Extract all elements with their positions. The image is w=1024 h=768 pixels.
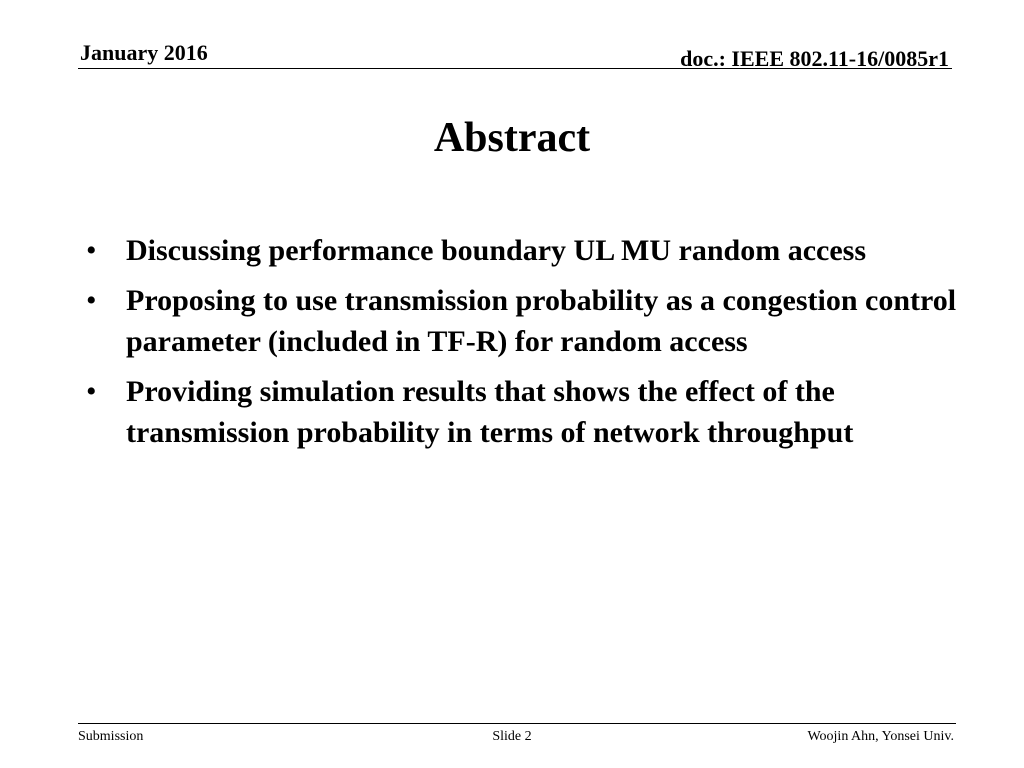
- bullet-dot-icon: •: [86, 375, 97, 408]
- slide-number: Slide 2: [492, 729, 532, 744]
- footer-divider: [78, 723, 956, 724]
- bullet-item: [78, 230, 958, 271]
- header-date: January 2016: [80, 40, 208, 65]
- bullet-text: Providing simulation results that shows the effect of the transmission probability in terms of network throughput: [126, 375, 854, 449]
- bullet-text: Proposing to use transmission probability as a congestion control parameter (included in TF-R) for random access: [126, 284, 957, 358]
- bullet-item: [78, 371, 958, 453]
- document-id: doc.: IEEE 802.11-16/0085r1: [680, 46, 949, 71]
- footer-submission: Submission: [78, 729, 144, 744]
- bullet-list: [78, 230, 958, 462]
- bullet-dot-icon: •: [86, 234, 97, 267]
- slide-title: Abstract: [433, 115, 591, 161]
- bullet-item: [78, 280, 958, 362]
- bullet-dot-icon: •: [86, 284, 97, 317]
- bullet-text: Discussing performance boundary UL MU random access: [126, 234, 866, 267]
- footer-author: Woojin Ahn, Yonsei Univ.: [807, 729, 954, 744]
- header-divider: [78, 68, 952, 69]
